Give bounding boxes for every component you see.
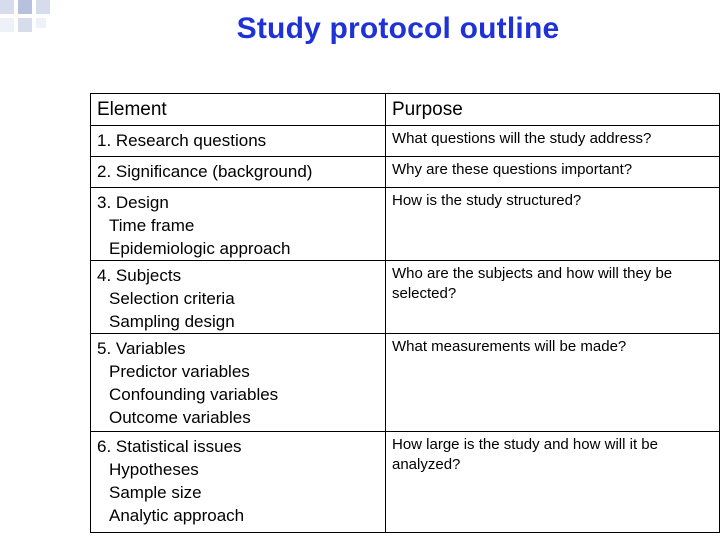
- element-subitem: Sampling design: [109, 312, 235, 331]
- table-row: [91, 432, 720, 533]
- table-row: [91, 188, 720, 261]
- element-heading: 1. Research questions: [97, 131, 267, 150]
- element-cell: [91, 334, 386, 432]
- purpose-cell: [386, 432, 720, 533]
- purpose-cell: [386, 157, 720, 188]
- element-cell: [91, 432, 386, 533]
- element-subitem: Analytic approach: [109, 506, 245, 525]
- table-row: [91, 334, 720, 432]
- purpose-cell: [386, 188, 720, 261]
- element-subitem: Epidemiologic approach: [109, 239, 291, 258]
- element-heading: 3. Design: [97, 193, 169, 212]
- element-heading: 4. Subjects: [97, 266, 182, 285]
- purpose-text: Who are the subjects and how will they be selected?: [392, 265, 673, 302]
- column-header-purpose: Purpose: [386, 94, 720, 126]
- slide-title: Study protocol outline: [236, 12, 560, 45]
- element-subitem: Predictor variables: [109, 362, 250, 381]
- element-cell: [91, 188, 386, 261]
- element-cell: [91, 261, 386, 334]
- element-heading: 6. Statistical issues: [97, 437, 242, 456]
- element-subitem: Outcome variables: [109, 408, 251, 427]
- element-cell: [91, 126, 386, 157]
- element-subitem: Time frame: [109, 216, 195, 235]
- element-subitem: Selection criteria: [109, 289, 235, 308]
- purpose-cell: [386, 261, 720, 334]
- purpose-text: How is the study structured?: [392, 192, 582, 209]
- purpose-cell: [386, 334, 720, 432]
- purpose-text: Why are these questions important?: [392, 161, 633, 178]
- purpose-text: How large is the study and how will it be analyzed?: [392, 436, 658, 473]
- column-header-element: Element: [91, 94, 386, 126]
- element-subitem: Confounding variables: [109, 385, 279, 404]
- table-row: [91, 261, 720, 334]
- element-cell: [91, 157, 386, 188]
- element-subitem: Hypotheses: [109, 460, 199, 479]
- protocol-outline-table: [90, 93, 720, 533]
- table-row: [91, 126, 720, 157]
- element-heading: 2. Significance (background): [97, 162, 313, 181]
- purpose-text: What questions will the study address?: [392, 130, 652, 147]
- element-heading: 5. Variables: [97, 339, 186, 358]
- table-row: [91, 157, 720, 188]
- element-subitem: Sample size: [109, 483, 202, 502]
- purpose-text: What measurements will be made?: [392, 338, 627, 355]
- purpose-cell: [386, 126, 720, 157]
- table-header-row: [91, 94, 720, 126]
